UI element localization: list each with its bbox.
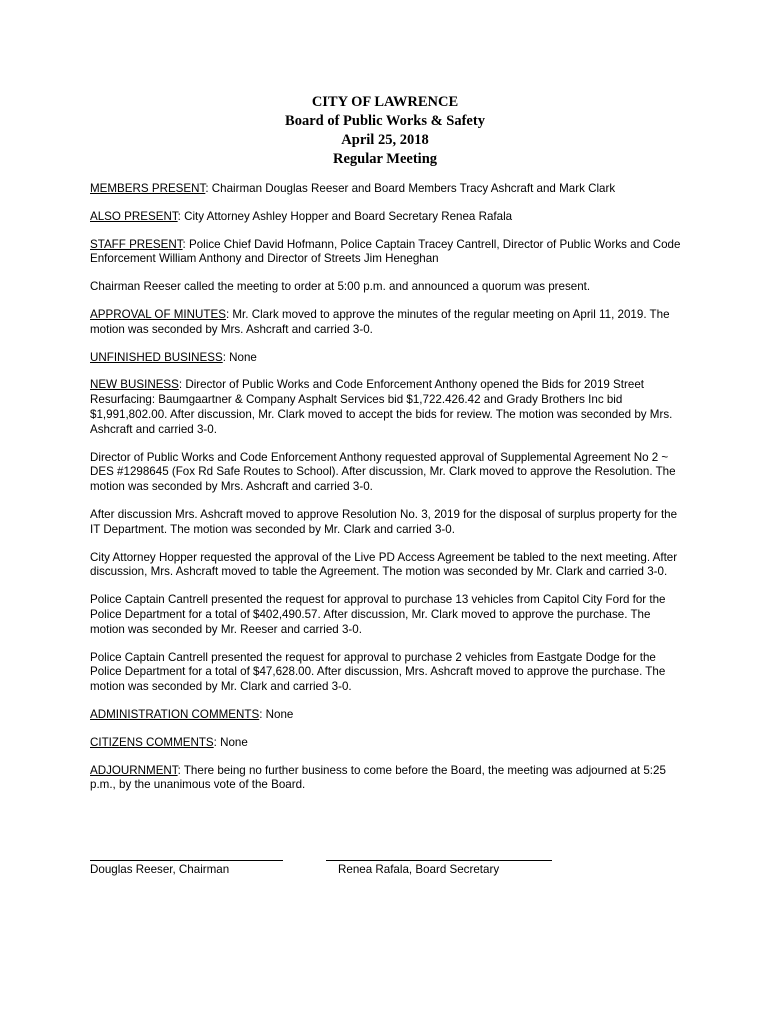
business-item: Police Captain Cantrell presented the request for approval to purchase 2 vehicles from Eastgate Dodge for the Police Department for a total of $47,628.00. After discussion, Mrs. Ashcraft moved to approve the purchase. The motion was seconded by Mr. Clark and carried 3-0. (90, 650, 666, 694)
unfinished-business-label: UNFINISHED BUSINESS (90, 350, 223, 364)
staff-present-paragraph (90, 238, 682, 268)
secretary-signature-line (326, 847, 552, 861)
members-present-paragraph (90, 182, 682, 197)
business-item: Police Captain Cantrell presented the request for approval to purchase 13 vehicles from Capitol City Ford for the Police Department for a total of $402,490.57. After discussion, Mr. Clark moved to approve the purchase. The motion was seconded by Mr. Reeser and carried 3-0. (90, 593, 666, 636)
new-business-paragraph (90, 378, 682, 437)
citizens-comments-text: : None (213, 735, 248, 749)
approval-of-minutes-text: : Mr. Clark moved to approve the minutes of the regular meeting on April 11, 2019. The motion was seconded by Mrs. Ashcraft and carried 3-0. (90, 307, 670, 336)
also-present-label: ALSO PRESENT (90, 209, 178, 223)
staff-present-text: : Police Chief David Hofmann, Police Captain Tracey Cantrell, Director of Public Works and Code Enforcement William Anthony and Director of Streets Jim Heneghan (90, 237, 681, 266)
adjournment-text: : There being no further business to come before the Board, the meeting was adjourned at 5:25 p.m., by the unanimous vote of the Board. (90, 763, 666, 792)
chairman-signature-line (90, 847, 283, 861)
meeting-type: Regular Meeting (332, 151, 438, 167)
administration-comments-text: : None (259, 707, 294, 721)
minutes-body (90, 182, 682, 806)
citizens-comments-label: CITIZENS COMMENTS (90, 735, 214, 749)
chairman-signature-block (90, 847, 283, 877)
document-header (0, 93, 770, 169)
unfinished-business-paragraph (90, 351, 682, 366)
secretary-signature-name: Renea Rafala, Board Secretary (338, 863, 500, 876)
adjournment-label: ADJOURNMENT (90, 763, 178, 777)
business-item: City Attorney Hopper requested the approval of the Live PD Access Agreement be tabled to the next meeting. After discussion, Mrs. Ashcraft moved to table the Agreement. The motion was seconded by Mr. Clark and carried 3-0. (90, 550, 678, 579)
staff-present-label: STAFF PRESENT (90, 237, 183, 251)
secretary-signature-block (326, 847, 552, 877)
citizens-comments-paragraph (90, 736, 682, 751)
adjournment-paragraph (90, 764, 682, 794)
also-present-text: : City Attorney Ashley Hopper and Board Secretary Renea Rafala (177, 209, 513, 223)
administration-comments-paragraph (90, 708, 682, 723)
approval-of-minutes-label: APPROVAL OF MINUTES (90, 307, 226, 321)
call-to-order-paragraph: Chairman Reeser called the meeting to order at 5:00 p.m. and announced a quorum was present. (90, 280, 591, 294)
members-present-text: : Chairman Douglas Reeser and Board Members Tracy Ashcraft and Mark Clark (205, 182, 616, 195)
board-name: Board of Public Works & Safety (285, 113, 485, 129)
new-business-label: NEW BUSINESS (90, 378, 179, 392)
business-item: Director of Public Works and Code Enforcement Anthony requested approval of Supplemental Agreement No 2 ~ DES #1298645 (Fox Rd Safe Routes to School). After discussion, Mr. Clark moved to approve the Resolution. The motion was seconded by Mrs. Ashcraft and carried 3-0. (90, 450, 676, 494)
meeting-date: April 25, 2018 (341, 132, 429, 148)
business-item: After discussion Mrs. Ashcraft moved to approve Resolution No. 3, 2019 for the disposal of surplus property for the IT Department. The motion was seconded by Mr. Clark and carried 3-0. (90, 507, 678, 536)
chairman-signature-name: Douglas Reeser, Chairman (90, 863, 230, 876)
administration-comments-label: ADMINISTRATION COMMENTS (90, 707, 260, 721)
also-present-paragraph (90, 210, 682, 225)
unfinished-business-text: : None (222, 350, 257, 364)
approval-of-minutes-paragraph (90, 308, 682, 338)
new-business-text: : Director of Public Works and Code Enforcement Anthony opened the Bids for 2019 Street Resurfacing: Baumgaartner & Company Asphalt Services bid $1,722.426.42 and Grady Brothers Inc bid $1,991,802.00. After discussion, Mr. Clark moved to accept the bids for review. The motion was seconded by Mrs. Ashcraft and carried 3-0. (90, 378, 673, 436)
city-name: CITY OF LAWRENCE (311, 94, 459, 110)
members-present-label: MEMBERS PRESENT (90, 182, 206, 195)
